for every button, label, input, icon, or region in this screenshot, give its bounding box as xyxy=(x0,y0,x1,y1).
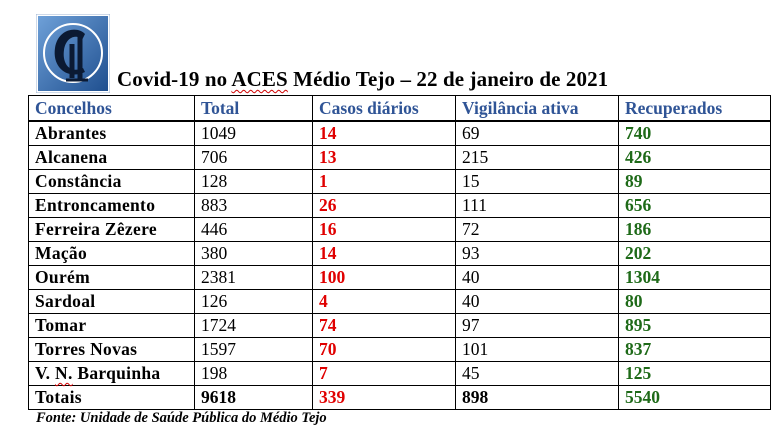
row-cases: 70 xyxy=(313,338,456,362)
table-row xyxy=(29,170,771,194)
page-title: Covid-19 no ACES Médio Tejo – 22 de janeiro de 2021 xyxy=(117,67,609,91)
row-vigilance: 93 xyxy=(456,242,619,266)
row-recovered: 89 xyxy=(619,170,771,194)
row-cases: 14 xyxy=(313,242,456,266)
row-recovered: 125 xyxy=(619,362,771,386)
row-vigilance: 69 xyxy=(456,121,619,146)
row-cases: 4 xyxy=(313,290,456,314)
table-row xyxy=(29,338,771,362)
row-recovered: 656 xyxy=(619,194,771,218)
row-vigilance: 15 xyxy=(456,170,619,194)
table-row xyxy=(29,121,771,146)
col-header-recuperados: Recuperados xyxy=(619,96,771,122)
row-recovered: 80 xyxy=(619,290,771,314)
row-recovered: 740 xyxy=(619,121,771,146)
source-note: Fonte: Unidade de Saúde Pública do Médio Tejo xyxy=(36,410,327,426)
covid-table xyxy=(28,95,771,410)
row-total: 126 xyxy=(195,290,313,314)
row-total: 1597 xyxy=(195,338,313,362)
row-vigilance: 111 xyxy=(456,194,619,218)
row-recovered: 426 xyxy=(619,146,771,170)
row-cases: 100 xyxy=(313,266,456,290)
table-row xyxy=(29,194,771,218)
table-row xyxy=(29,146,771,170)
row-total: 1049 xyxy=(195,121,313,146)
row-name: Ferreira Zêzere xyxy=(29,218,195,242)
row-cases: 16 xyxy=(313,218,456,242)
row-recovered: 186 xyxy=(619,218,771,242)
totals-row xyxy=(29,386,771,410)
row-cases: 14 xyxy=(313,121,456,146)
row-name: Ourém xyxy=(29,266,195,290)
row-name: Constância xyxy=(29,170,195,194)
row-name: Mação xyxy=(29,242,195,266)
row-name: Abrantes xyxy=(29,121,195,146)
col-header-vigilancia: Vigilância ativa xyxy=(456,96,619,122)
totals-total: 9618 xyxy=(195,386,313,410)
row-total: 198 xyxy=(195,362,313,386)
row-name: Alcanena xyxy=(29,146,195,170)
table-row xyxy=(29,266,771,290)
row-cases: 26 xyxy=(313,194,456,218)
row-vigilance: 97 xyxy=(456,314,619,338)
col-header-casos: Casos diários xyxy=(313,96,456,122)
row-vigilance: 215 xyxy=(456,146,619,170)
row-cases: 1 xyxy=(313,170,456,194)
col-header-total: Total xyxy=(195,96,313,122)
row-vigilance: 45 xyxy=(456,362,619,386)
row-cases: 7 xyxy=(313,362,456,386)
row-vigilance: 40 xyxy=(456,290,619,314)
row-name: Tomar xyxy=(29,314,195,338)
row-vigilance: 72 xyxy=(456,218,619,242)
row-total: 2381 xyxy=(195,266,313,290)
row-name: V. N. Barquinha xyxy=(29,362,195,386)
totals-label: Totais xyxy=(29,386,195,410)
totals-vigilance: 898 xyxy=(456,386,619,410)
row-recovered: 1304 xyxy=(619,266,771,290)
row-cases: 74 xyxy=(313,314,456,338)
row-cases: 13 xyxy=(313,146,456,170)
row-vigilance: 101 xyxy=(456,338,619,362)
row-total: 446 xyxy=(195,218,313,242)
row-total: 706 xyxy=(195,146,313,170)
row-total: 883 xyxy=(195,194,313,218)
table-row xyxy=(29,218,771,242)
row-recovered: 837 xyxy=(619,338,771,362)
row-total: 128 xyxy=(195,170,313,194)
row-name: Sardoal xyxy=(29,290,195,314)
col-header-concelhos: Concelhos xyxy=(29,96,195,122)
table-row xyxy=(29,290,771,314)
totals-cases: 339 xyxy=(313,386,456,410)
row-vigilance: 40 xyxy=(456,266,619,290)
row-total: 1724 xyxy=(195,314,313,338)
table-row xyxy=(29,242,771,266)
table-row xyxy=(29,314,771,338)
table-header-row xyxy=(29,96,771,122)
newspaper-logo-icon xyxy=(36,14,110,93)
row-name: Entroncamento xyxy=(29,194,195,218)
totals-recovered: 5540 xyxy=(619,386,771,410)
row-total: 380 xyxy=(195,242,313,266)
table-row xyxy=(29,362,771,386)
row-name: Torres Novas xyxy=(29,338,195,362)
row-recovered: 202 xyxy=(619,242,771,266)
row-recovered: 895 xyxy=(619,314,771,338)
